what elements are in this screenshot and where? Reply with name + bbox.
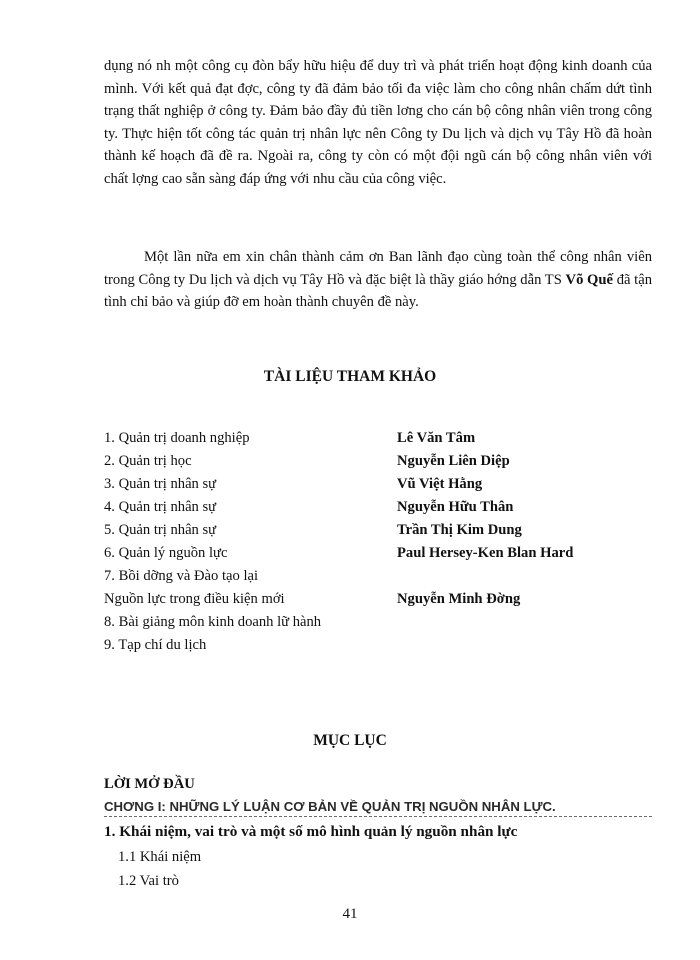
toc-subsection-entry: 1.2 Vai trò (118, 873, 179, 889)
reference-item (104, 634, 664, 657)
closing-paragraph-2 (104, 246, 652, 314)
reference-title: 9. Tạp chí du lịch (104, 637, 207, 653)
reference-item (104, 473, 664, 496)
reference-title: 3. Quản trị nhân sự (104, 476, 217, 492)
reference-author: Lê Văn Tâm (397, 430, 476, 446)
toc-heading: MỤC LỤC (313, 732, 387, 749)
reference-author: Nguyễn Hữu Thân (397, 499, 514, 515)
references-heading: TÀI LIỆU THAM KHẢO (263, 368, 437, 385)
reference-title: 4. Quản trị nhân sự (104, 499, 217, 515)
reference-title: 8. Bài giảng môn kinh doanh lữ hành (104, 614, 322, 630)
reference-title: 1. Quản trị doanh nghiệp (104, 430, 250, 446)
reference-item (104, 496, 664, 519)
reference-author: Nguyễn Minh Đờng (397, 591, 521, 607)
reference-item (104, 565, 664, 588)
toc-preface-entry: LỜI MỞ ĐẦU (104, 776, 195, 792)
reference-author: Trần Thị Kim Dung (397, 522, 522, 538)
reference-title: 7. Bồi dỡng và Đào tạo lại (104, 568, 259, 584)
thanks-text-start: Một lần nữa em xin chân thành cảm ơn Ban lãnh đạo cùng toàn thể công nhân viên trong Công ty Du lịch và dịch vụ Tây Hồ và đặc biệt là thầy giáo hớng dẫn TS (104, 249, 652, 288)
reference-title: 6. Quản lý nguồn lực (104, 545, 228, 561)
reference-item (104, 519, 664, 542)
reference-item (104, 542, 664, 565)
toc-subsection-entry: 1.1 Khái niệm (118, 849, 202, 865)
toc-section-entry: 1. Khái niệm, vai trò và một số mô hình quản lý nguồn nhân lực (104, 823, 518, 840)
thanks-text-end: đã tận tình chỉ bảo và giúp đỡ em hoàn thành chuyên đề này. (104, 271, 653, 311)
reference-author: Vũ Việt Hằng (397, 476, 483, 492)
reference-author: Nguyễn Liên Diệp (397, 453, 510, 469)
closing-paragraph-1: dụng nó nh một công cụ đòn bẩy hữu hiệu để duy trì và phát triển hoạt động kinh doanh của mình. Với kết quả đạt đợc, công ty đã đảm bảo tối đa việc làm cho công nhân chấm dứt tình trạng thất nghiệp ở công ty. Đảm bảo đầy đủ tiền lơng cho cán bộ công nhân viên trong công ty. Thực hiện tốt công tác quản trị nhân lực nên Công ty Du lịch và dịch vụ Tây Hồ đã hoàn thành kế hoạch đã đề ra. Ngoài ra, công ty còn có một đội ngũ cán bộ công nhân viên với chất lợng cao sẵn sàng đáp ứng với nhu cầu của công việc. (104, 58, 652, 187)
reference-title: 5. Quản trị nhân sự (104, 522, 217, 538)
reference-item (104, 588, 664, 611)
advisor-name: Võ Quế (565, 271, 614, 288)
reference-author: Paul Hersey-Ken Blan Hard (397, 545, 574, 561)
reference-item (104, 427, 664, 450)
reference-title: Nguồn lực trong điều kiện mới (104, 591, 285, 607)
reference-item (104, 611, 664, 634)
page-number: 41 (342, 906, 358, 922)
reference-title: 2. Quản trị học (104, 453, 192, 469)
reference-item (104, 450, 664, 473)
toc-chapter-entry: CHƠNG I: NHỮNG LÝ LUẬN CƠ BẢN VỀ QUẢN TRỊ NGUỒN NHÂN LỰC. (104, 796, 652, 817)
